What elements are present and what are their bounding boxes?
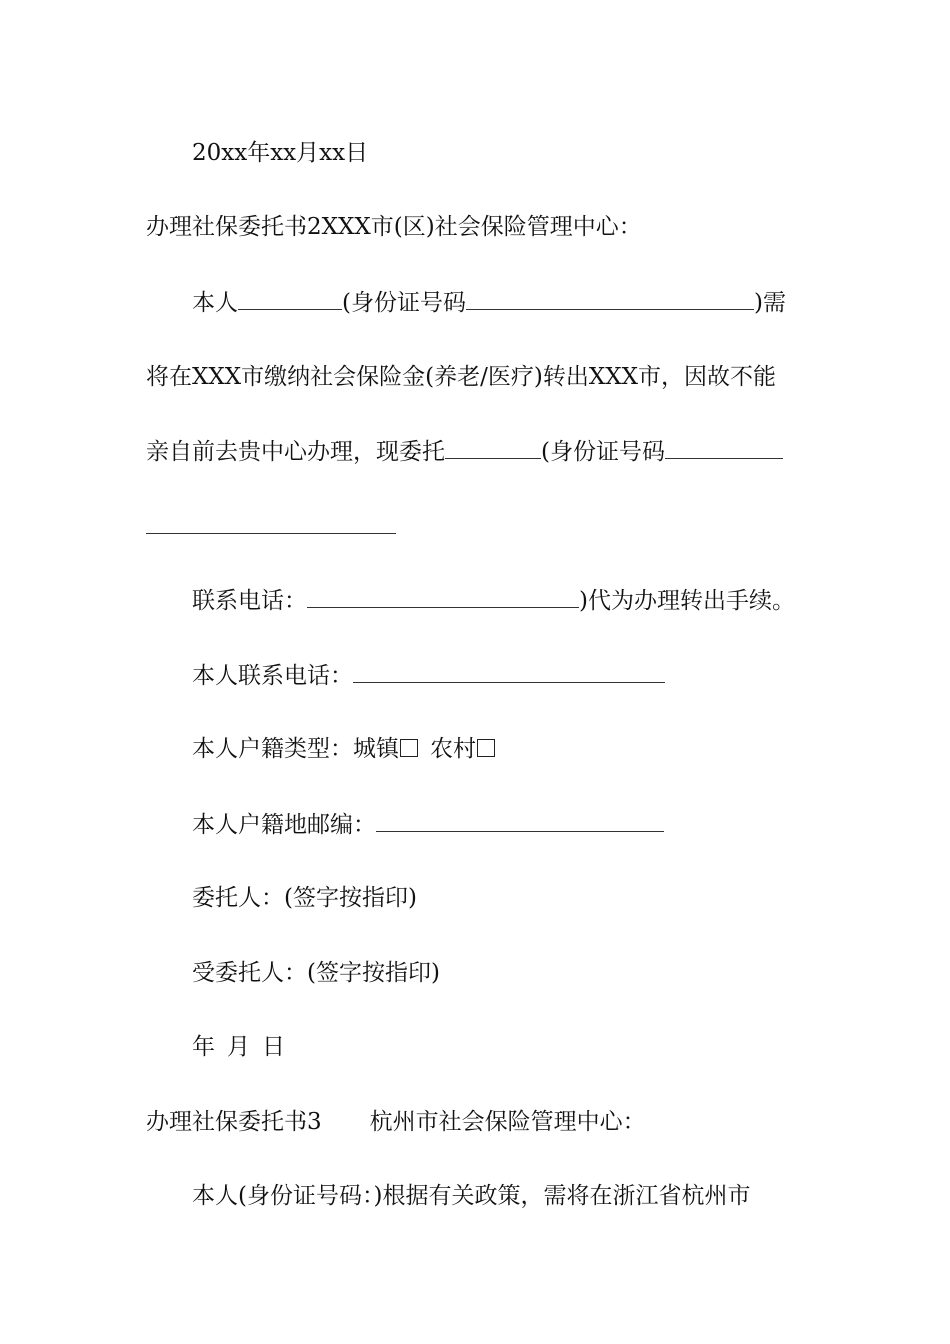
para-hangzhou: 本人(身份证号码：)根据有关政策，需将在浙江省杭州市	[192, 1183, 751, 1209]
text-unable-attend: 亲自前去贵中心办理，现委托	[146, 439, 445, 465]
own-phone-blank	[353, 660, 665, 683]
heading-entrust-3	[146, 1107, 806, 1137]
text-household-type-label: 本人户籍类型：	[192, 736, 353, 762]
para-agent	[146, 436, 806, 467]
text-phone-label: 联系电话：	[192, 588, 307, 614]
date-line: 20xx年xx月xx日	[192, 140, 369, 166]
text-principal: 本人	[192, 290, 238, 316]
agent-phone-blank	[307, 585, 579, 608]
text-handle-transfer: )代为办理转出手续。	[579, 588, 795, 614]
agent-id-blank	[665, 436, 783, 459]
agent-id-blank-continued	[146, 511, 396, 534]
agent-phone-line	[192, 585, 806, 616]
household-type-line	[192, 734, 806, 764]
urban-checkbox[interactable]	[400, 739, 418, 757]
principal-id-blank	[466, 287, 754, 310]
rural-checkbox[interactable]	[477, 739, 495, 757]
agent-signature-line: 受委托人：(签字按指印)	[192, 960, 440, 986]
agent-id-continuation	[146, 511, 806, 542]
principal-name-blank	[238, 287, 342, 310]
text-year: 年	[192, 1034, 215, 1060]
agent-name-blank	[445, 436, 541, 459]
household-postcode-line	[192, 809, 806, 840]
para-transfer: 将在XXX市缴纳社会保险金(养老/医疗)转出XXX市，因故不能	[146, 364, 776, 390]
text-urban: 城镇	[353, 736, 399, 762]
text-rural: 农村	[430, 736, 476, 762]
text-postcode-label: 本人户籍地邮编：	[192, 812, 376, 838]
postcode-blank	[376, 809, 664, 832]
text-own-phone-label: 本人联系电话：	[192, 663, 353, 689]
text-id-number: (身份证号码	[342, 290, 466, 316]
principal-signature-line: 委托人：(签字按指印)	[192, 885, 417, 911]
own-phone-line	[192, 660, 806, 691]
text-heading3-org: 杭州市社会保险管理中心：	[369, 1109, 646, 1135]
text-agent-id: (身份证号码	[541, 439, 665, 465]
text-day: 日	[262, 1034, 285, 1060]
heading-entrust-2: 办理社保委托书2XXX市(区)社会保险管理中心：	[146, 214, 642, 240]
text-heading3-title: 办理社保委托书3	[146, 1109, 322, 1135]
date-blank-line	[192, 1032, 806, 1062]
para-principal-id	[192, 287, 806, 318]
text-month: 月	[227, 1034, 250, 1060]
text-need: )需	[753, 290, 786, 316]
